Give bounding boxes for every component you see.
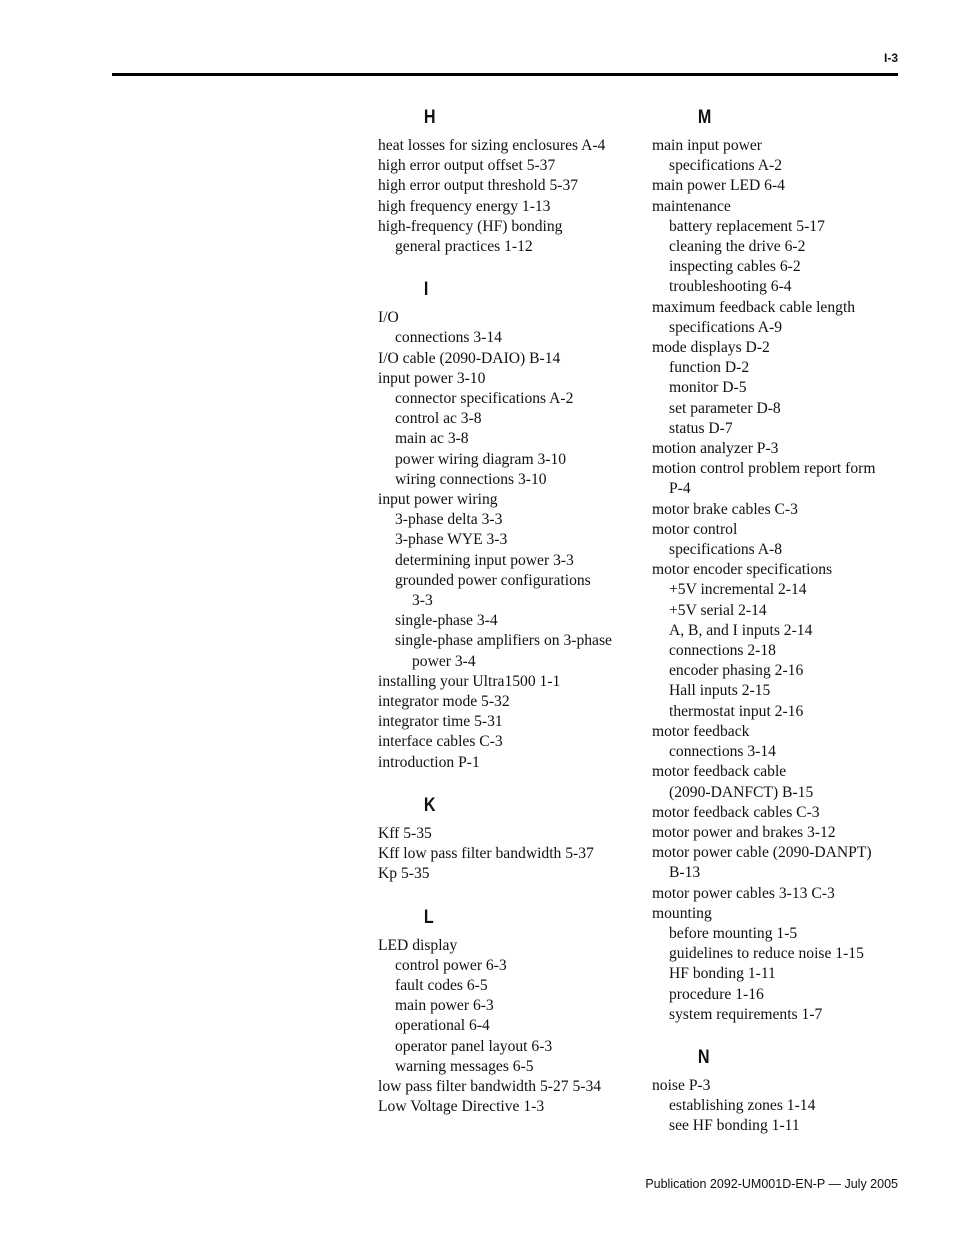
publication-footer: Publication 2092-UM001D-EN-P — July 2005	[645, 1177, 898, 1191]
index-entry: interface cables C-3	[378, 733, 503, 751]
index-subentry: (2090-DANFCT) B-15	[669, 783, 814, 801]
index-entry: motor control	[652, 520, 738, 538]
index-subentry: connections 3-14	[395, 329, 502, 347]
index-entry: maximum feedback cable length	[652, 298, 856, 316]
index-entry: introduction P-1	[378, 753, 480, 771]
index-subentry: operational 6-4	[395, 1017, 490, 1035]
index-entry: motion control problem report form	[652, 460, 876, 478]
index-entry: motor power cable (2090-DANPT)	[652, 844, 872, 862]
index-entry: high error output offset 5-37	[378, 157, 556, 175]
index-subentry: grounded power configurations	[395, 571, 591, 589]
index-subentry: determining input power 3-3	[395, 551, 574, 569]
index-entry: motor power and brakes 3-12	[652, 823, 836, 841]
index-column-right	[652, 106, 902, 1158]
index-subentry: single-phase amplifiers on 3-phase	[395, 632, 612, 650]
index-entry: maintenance	[652, 197, 731, 215]
index-subentry: status D-7	[669, 419, 733, 437]
section-letter: K	[423, 794, 436, 816]
index-section-h	[378, 106, 628, 257]
index-subentry: see HF bonding 1-11	[669, 1117, 800, 1135]
index-entry: low pass filter bandwidth 5-27 5-34	[378, 1077, 602, 1095]
index-subentry: P-4	[669, 480, 691, 498]
index-entry: motor feedback	[652, 722, 750, 740]
index-entry: mode displays D-2	[652, 339, 770, 357]
index-subentry: control ac 3-8	[395, 410, 482, 428]
index-section-n	[652, 1046, 902, 1137]
index-section-m	[652, 106, 902, 1025]
index-subentry: wiring connections 3-10	[395, 470, 547, 488]
index-entry: main input power	[652, 137, 763, 154]
index-subentry: A, B, and I inputs 2-14	[669, 621, 813, 639]
index-entry: motor encoder specifications	[652, 561, 833, 579]
index-subentry: power wiring diagram 3-10	[395, 450, 567, 468]
index-entry: motor feedback cables C-3	[652, 803, 820, 821]
index-subentry: troubleshooting 6-4	[669, 278, 792, 296]
index-subentry: B-13	[669, 864, 701, 882]
index-entry: integrator time 5-31	[378, 713, 503, 731]
section-letter: H	[423, 107, 436, 128]
index-entry: high frequency energy 1-13	[378, 197, 551, 215]
index-subentry: main power 6-3	[395, 997, 494, 1015]
index-entry: motor feedback cable	[652, 763, 787, 781]
index-subentry: function D-2	[669, 359, 750, 377]
index-entry: I/O	[378, 309, 399, 327]
index-subentry: connections 3-14	[669, 743, 776, 761]
index-subentry: Hall inputs 2-15	[669, 682, 771, 700]
index-subentry: connector specifications A-2	[395, 390, 574, 408]
index-subentry: specifications A-9	[669, 318, 783, 336]
index-column-left	[378, 106, 628, 1138]
index-subentry: encoder phasing 2-16	[669, 662, 804, 680]
index-subentry: 3-3	[412, 592, 433, 610]
index-entry: Kff low pass filter bandwidth 5-37	[378, 845, 594, 863]
index-entry: integrator mode 5-32	[378, 693, 510, 711]
index-section-i	[378, 278, 628, 773]
index-entry: Low Voltage Directive 1-3	[378, 1098, 545, 1116]
index-entry: installing your Ultra1500 1-1	[378, 672, 561, 690]
index-entry: input power 3-10	[378, 369, 486, 387]
section-letter: N	[697, 1046, 710, 1068]
index-subentry: HF bonding 1-11	[669, 965, 776, 983]
index-entry: Kff 5-35	[378, 824, 432, 842]
index-section-k	[378, 794, 628, 885]
index-subentry: +5V serial 2-14	[669, 601, 767, 619]
index-subentry: procedure 1-16	[669, 985, 764, 1003]
index-entry: heat losses for sizing enclosures A-4	[378, 137, 606, 154]
index-subentry: specifications A-8	[669, 541, 783, 559]
index-entry: motor brake cables C-3	[652, 500, 798, 518]
index-subentry: power 3-4	[412, 652, 476, 670]
index-subentry: warning messages 6-5	[395, 1057, 534, 1075]
index-subentry: 3-phase WYE 3-3	[395, 531, 508, 549]
header-rule	[112, 73, 898, 76]
index-subentry: fault codes 6-5	[395, 976, 488, 994]
index-entry: I/O cable (2090-DAIO) B-14	[378, 349, 561, 367]
index-subentry: battery replacement 5-17	[669, 217, 825, 235]
index-subentry: thermostat input 2-16	[669, 702, 804, 720]
index-entry: high error output threshold 5-37	[378, 177, 579, 195]
index-entry: high-frequency (HF) bonding	[378, 217, 563, 235]
index-entry: LED display	[378, 936, 458, 954]
index-subentry: guidelines to reduce noise 1-15	[669, 945, 864, 963]
index-subentry: before mounting 1-5	[669, 924, 798, 942]
index-subentry: specifications A-2	[669, 157, 783, 175]
index-subentry: establishing zones 1-14	[669, 1097, 816, 1115]
index-entry: noise P-3	[652, 1076, 711, 1094]
index-subentry: system requirements 1-7	[669, 1005, 823, 1023]
index-entry: main power LED 6-4	[652, 177, 785, 195]
index-entry: motion analyzer P-3	[652, 440, 779, 458]
index-subentry: set parameter D-8	[669, 399, 781, 417]
index-subentry: general practices 1-12	[395, 238, 533, 256]
page-number: I-3	[883, 51, 898, 65]
index-subentry: inspecting cables 6-2	[669, 258, 801, 276]
section-letter: I	[423, 279, 429, 301]
section-letter: M	[697, 107, 712, 128]
index-subentry: single-phase 3-4	[395, 612, 498, 630]
index-subentry: cleaning the drive 6-2	[669, 238, 806, 256]
index-subentry: monitor D-5	[669, 379, 747, 397]
index-section-l	[378, 906, 628, 1118]
index-subentry: 3-phase delta 3-3	[395, 511, 503, 529]
index-entry: input power wiring	[378, 491, 498, 509]
index-subentry: operator panel layout 6-3	[395, 1037, 553, 1055]
index-subentry: connections 2-18	[669, 642, 776, 660]
index-entry: motor power cables 3-13 C-3	[652, 884, 835, 902]
index-subentry: main ac 3-8	[395, 430, 469, 448]
index-entry: Kp 5-35	[378, 865, 430, 883]
index-entry: mounting	[652, 904, 712, 922]
index-subentry: control power 6-3	[395, 956, 507, 974]
section-letter: L	[423, 906, 434, 928]
index-subentry: +5V incremental 2-14	[669, 581, 807, 599]
